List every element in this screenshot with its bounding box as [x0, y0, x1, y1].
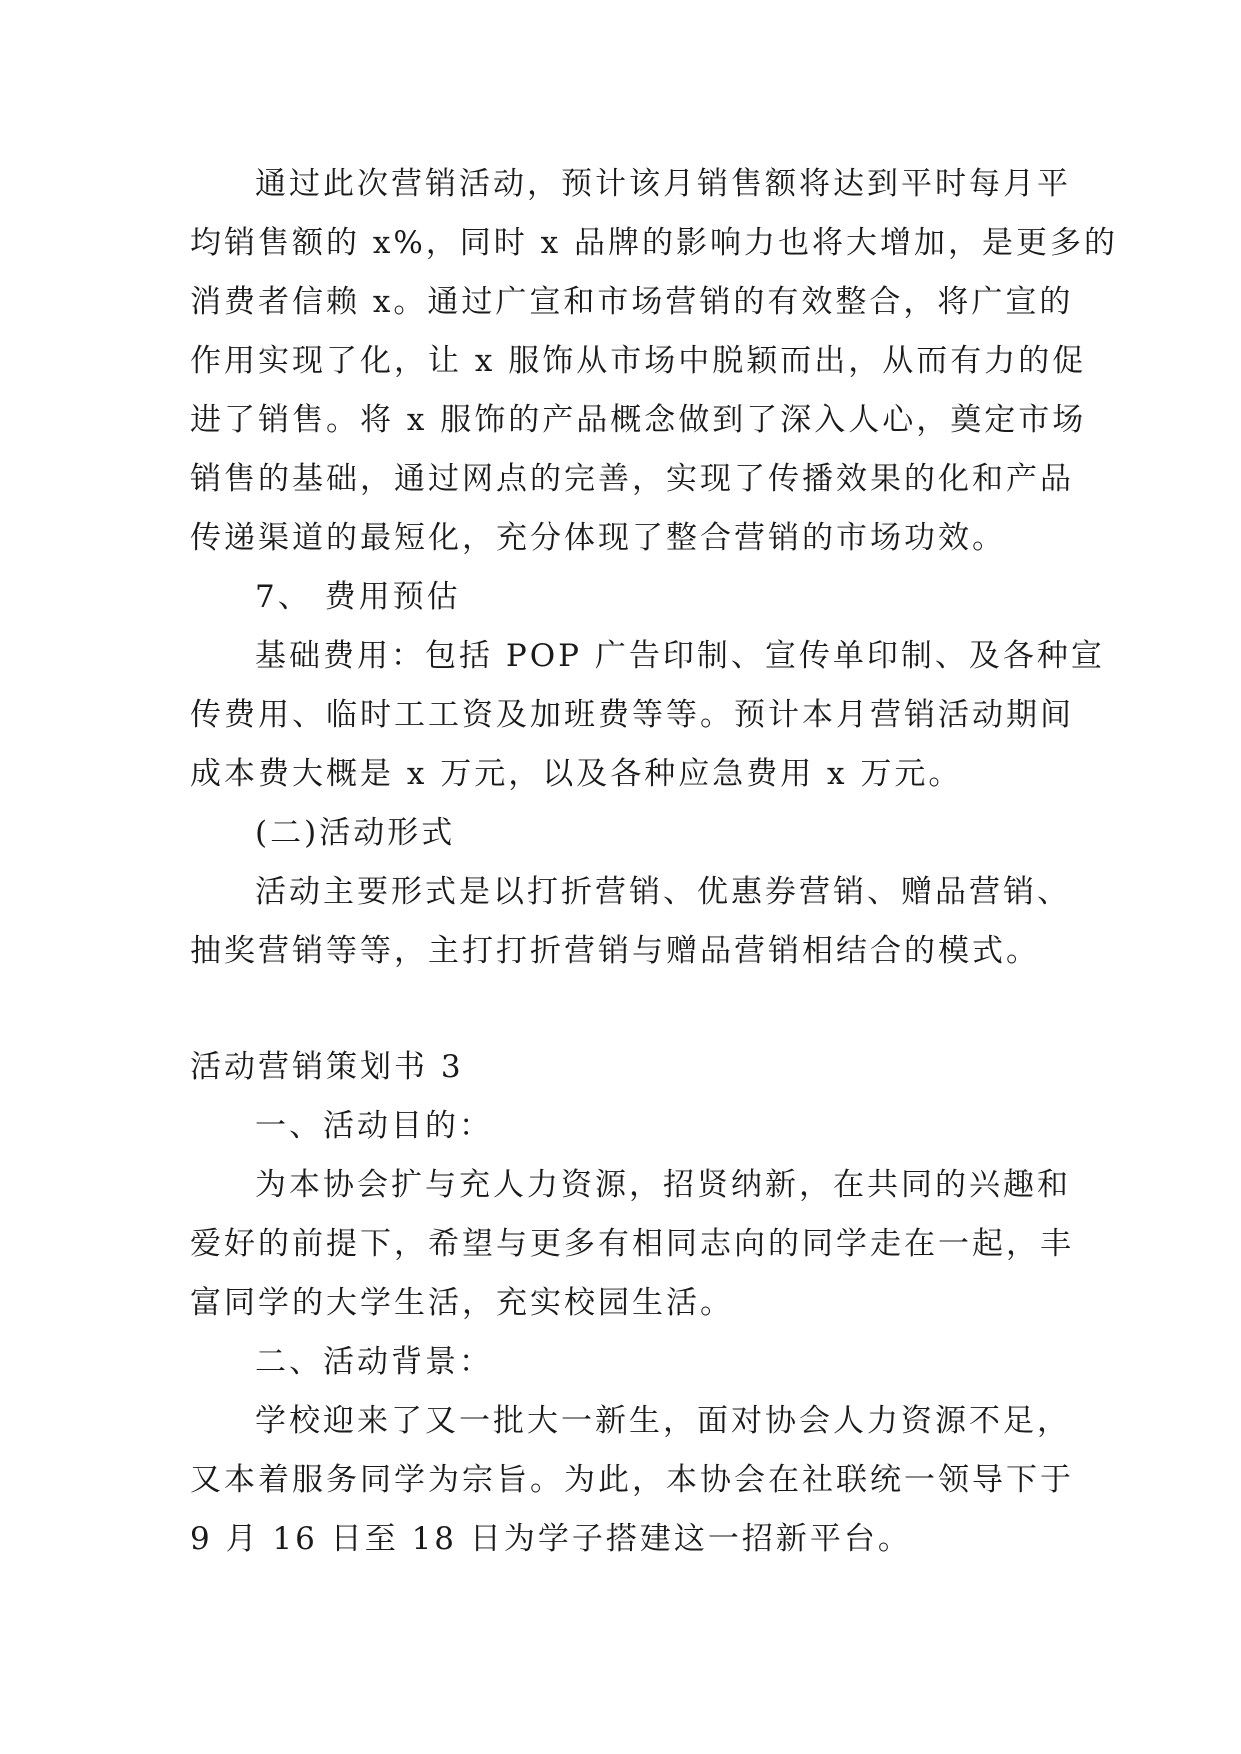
paragraph-line: 又本着服务同学为宗旨。为此，本协会在社联统一领导下于: [190, 1462, 1074, 1498]
paragraph-line: 学校迎来了又一批大一新生，面对协会人力资源不足，: [255, 1403, 1071, 1439]
paragraph-line: 作用实现了化，让 x 服饰从市场中脱颖而出，从而有力的促: [190, 343, 1087, 379]
paragraph-line: 为本协会扩与充人力资源，招贤纳新，在共同的兴趣和: [255, 1167, 1071, 1203]
paragraph-line: 成本费大概是 x 万元，以及各种应急费用 x 万元。: [190, 756, 963, 792]
paragraph-line: 爱好的前提下，希望与更多有相同志向的同学走在一起，丰: [190, 1226, 1074, 1262]
section-heading: 二、活动背景：: [255, 1344, 493, 1380]
section-heading: 7、 费用预估: [255, 579, 461, 615]
paragraph-line: 富同学的大学生活，充实校园生活。: [190, 1285, 734, 1321]
paragraph-line: 活动主要形式是以打折营销、优惠券营销、赠品营销、: [255, 874, 1071, 910]
paragraph-line: 9 月 16 日至 18 日为学子搭建这一招新平台。: [190, 1521, 912, 1557]
paragraph-line: 传递渠道的最短化，充分体现了整合营销的市场功效。: [190, 520, 1006, 556]
paragraph-line: 均销售额的 x%，同时 x 品牌的影响力也将大增加，是更多的: [190, 225, 1118, 261]
section-heading: 一、活动目的：: [255, 1108, 493, 1144]
section-heading: (二)活动形式: [255, 815, 456, 851]
paragraph-line: 进了销售。将 x 服饰的产品概念做到了深入人心，奠定市场: [190, 402, 1087, 438]
paragraph-line: 消费者信赖 x。通过广宣和市场营销的有效整合，将广宣的: [190, 284, 1074, 320]
paragraph-line: 通过此次营销活动，预计该月销售额将达到平时每月平: [255, 166, 1071, 202]
paragraph-line: 传费用、临时工工资及加班费等等。预计本月营销活动期间: [190, 697, 1074, 733]
paragraph-line: 抽奖营销等等，主打打折营销与赠品营销相结合的模式。: [190, 933, 1040, 969]
paragraph-line: 基础费用：包括 POP 广告印制、宣传单印制、及各种宣: [255, 638, 1105, 674]
document-title: 活动营销策划书 3: [190, 1049, 464, 1085]
paragraph-line: 销售的基础，通过网点的完善，实现了传播效果的化和产品: [190, 461, 1074, 497]
